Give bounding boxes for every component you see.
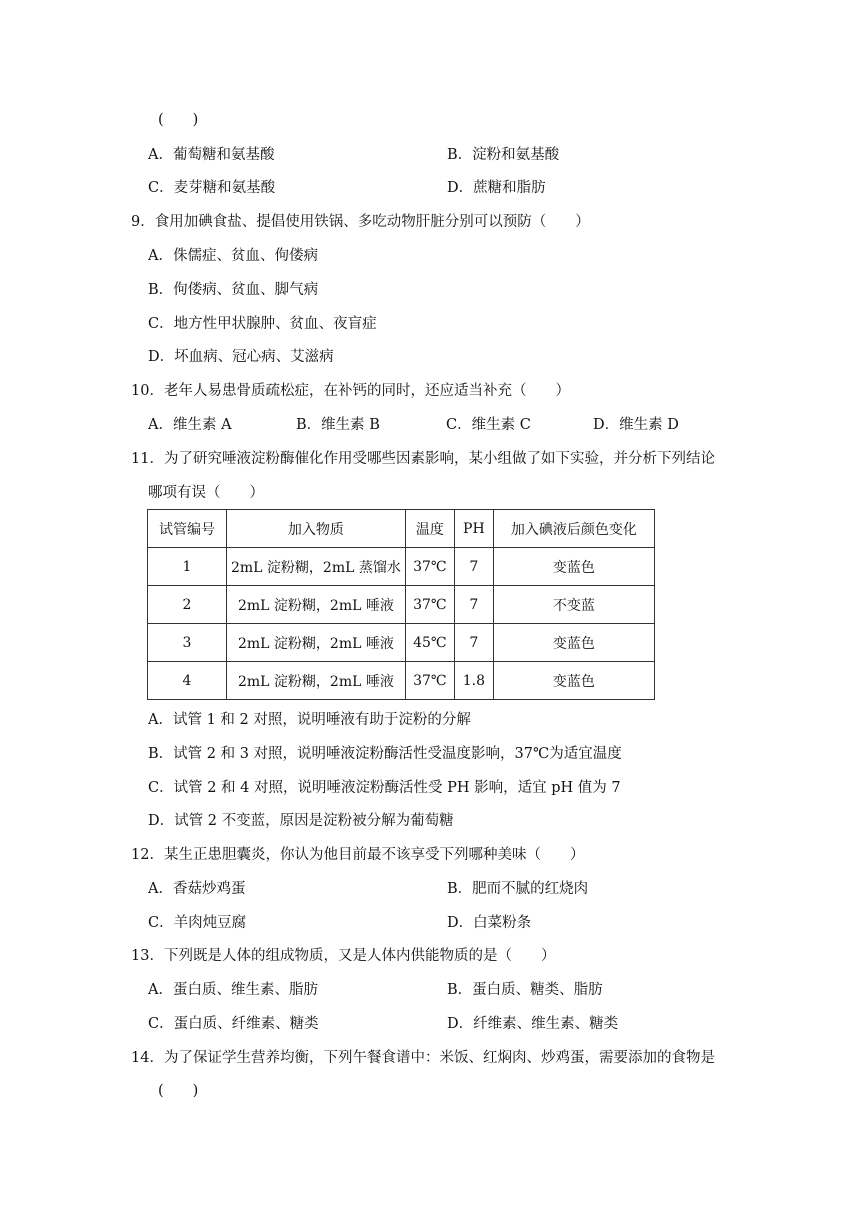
experiment-table: [147, 509, 655, 700]
table-header-row: [148, 510, 655, 548]
cell-substance: 2mL 淀粉糊，2mL 蒸馏水: [227, 548, 406, 586]
header-ph: PH: [454, 510, 493, 548]
table-row: [148, 624, 655, 662]
q12-option-c: C．羊肉炖豆腐: [148, 915, 247, 931]
cell-ph: 7: [454, 624, 493, 662]
q9-option-c: C．地方性甲状腺肿、贫血、夜盲症: [148, 316, 377, 332]
q13-option-c: C．蛋白质、纤维素、糖类: [148, 1016, 319, 1032]
cell-tube: 2: [148, 586, 227, 624]
cell-temperature: 37℃: [405, 586, 454, 624]
q11-option-c: C．试管 2 和 4 对照，说明唾液淀粉酶活性受 PH 影响，适宜 pH 值为 7: [148, 780, 621, 796]
q9-option-b: B．佝偻病、贫血、脚气病: [148, 282, 319, 298]
q10-option-b: B．维生素 B: [296, 417, 380, 433]
cell-substance: 2mL 淀粉糊，2mL 唾液: [227, 624, 406, 662]
q11-option-d: D．试管 2 不变蓝，原因是淀粉被分解为葡萄糖: [148, 813, 454, 829]
q8-option-d: D．蔗糖和脂肪: [447, 180, 546, 196]
q8-option-a: A．葡萄糖和氨基酸: [148, 147, 275, 163]
header-temperature: 温度: [405, 510, 454, 548]
q10-option-c: C．维生素 C: [446, 417, 531, 433]
cell-ph: 7: [454, 548, 493, 586]
cell-color: 变蓝色: [493, 548, 654, 586]
header-tube-number: 试管编号: [148, 510, 227, 548]
q14-stem-line1: 14．为了保证学生营养均衡，下列午餐食谱中：米饭、红焖肉、炒鸡蛋，需要添加的食物是: [131, 1050, 715, 1066]
table-row: [148, 548, 655, 586]
table-row: [148, 586, 655, 624]
q11-stem-line2: 哪项有误（ ）: [148, 485, 264, 501]
q11-stem-line1: 11．为了研究唾液淀粉酶催化作用受哪些因素影响，某小组做了如下实验，并分析下列结论: [131, 451, 715, 467]
cell-tube: 3: [148, 624, 227, 662]
cell-color: 不变蓝: [493, 586, 654, 624]
cell-ph: 1.8: [454, 662, 493, 700]
header-substance: 加入物质: [227, 510, 406, 548]
q12-option-b: B．肥而不腻的红烧肉: [447, 881, 589, 897]
q8-option-c: C．麦芽糖和氨基酸: [148, 180, 276, 196]
q12-stem: 12．某生正患胆囊炎，你认为他目前最不该享受下列哪种美味（ ）: [131, 847, 585, 863]
cell-tube: 4: [148, 662, 227, 700]
cell-substance: 2mL 淀粉糊，2mL 唾液: [227, 662, 406, 700]
q8-answer-blank: ( ): [158, 112, 199, 128]
header-color-change: 加入碘液后颜色变化: [493, 510, 654, 548]
q13-option-a: A．蛋白质、维生素、脂肪: [148, 982, 318, 998]
q10-stem: 10．老年人易患骨质疏松症，在补钙的同时，还应适当补充（ ）: [131, 383, 570, 399]
q13-stem: 13．下列既是人体的组成物质，又是人体内供能物质的是（ ）: [131, 948, 556, 964]
cell-tube: 1: [148, 548, 227, 586]
table-row: [148, 662, 655, 700]
q13-option-b: B．蛋白质、糖类、脂肪: [447, 982, 603, 998]
q9-option-d: D．坏血病、冠心病、艾滋病: [148, 349, 334, 365]
q11-option-b: B．试管 2 和 3 对照，说明唾液淀粉酶活性受温度影响，37℃为适宜温度: [148, 746, 622, 762]
q9-option-a: A．侏儒症、贫血、佝偻病: [148, 248, 318, 264]
q10-option-a: A．维生素 A: [148, 417, 232, 433]
cell-color: 变蓝色: [493, 624, 654, 662]
cell-color: 变蓝色: [493, 662, 654, 700]
q11-option-a: A．试管 1 和 2 对照，说明唾液有助于淀粉的分解: [148, 712, 471, 728]
cell-substance: 2mL 淀粉糊，2mL 唾液: [227, 586, 406, 624]
cell-temperature: 37℃: [405, 662, 454, 700]
q10-option-d: D．维生素 D: [593, 417, 679, 433]
q14-answer-blank: ( ): [158, 1083, 199, 1099]
q13-option-d: D．纤维素、维生素、糖类: [447, 1016, 619, 1032]
cell-temperature: 45℃: [405, 624, 454, 662]
cell-temperature: 37℃: [405, 548, 454, 586]
q12-option-d: D．白菜粉条: [447, 915, 532, 931]
q9-stem: 9．食用加碘食盐、提倡使用铁锅、多吃动物肝脏分别可以预防（ ）: [131, 214, 590, 230]
q12-option-a: A．香菇炒鸡蛋: [148, 881, 246, 897]
cell-ph: 7: [454, 586, 493, 624]
q8-option-b: B．淀粉和氨基酸: [447, 147, 560, 163]
